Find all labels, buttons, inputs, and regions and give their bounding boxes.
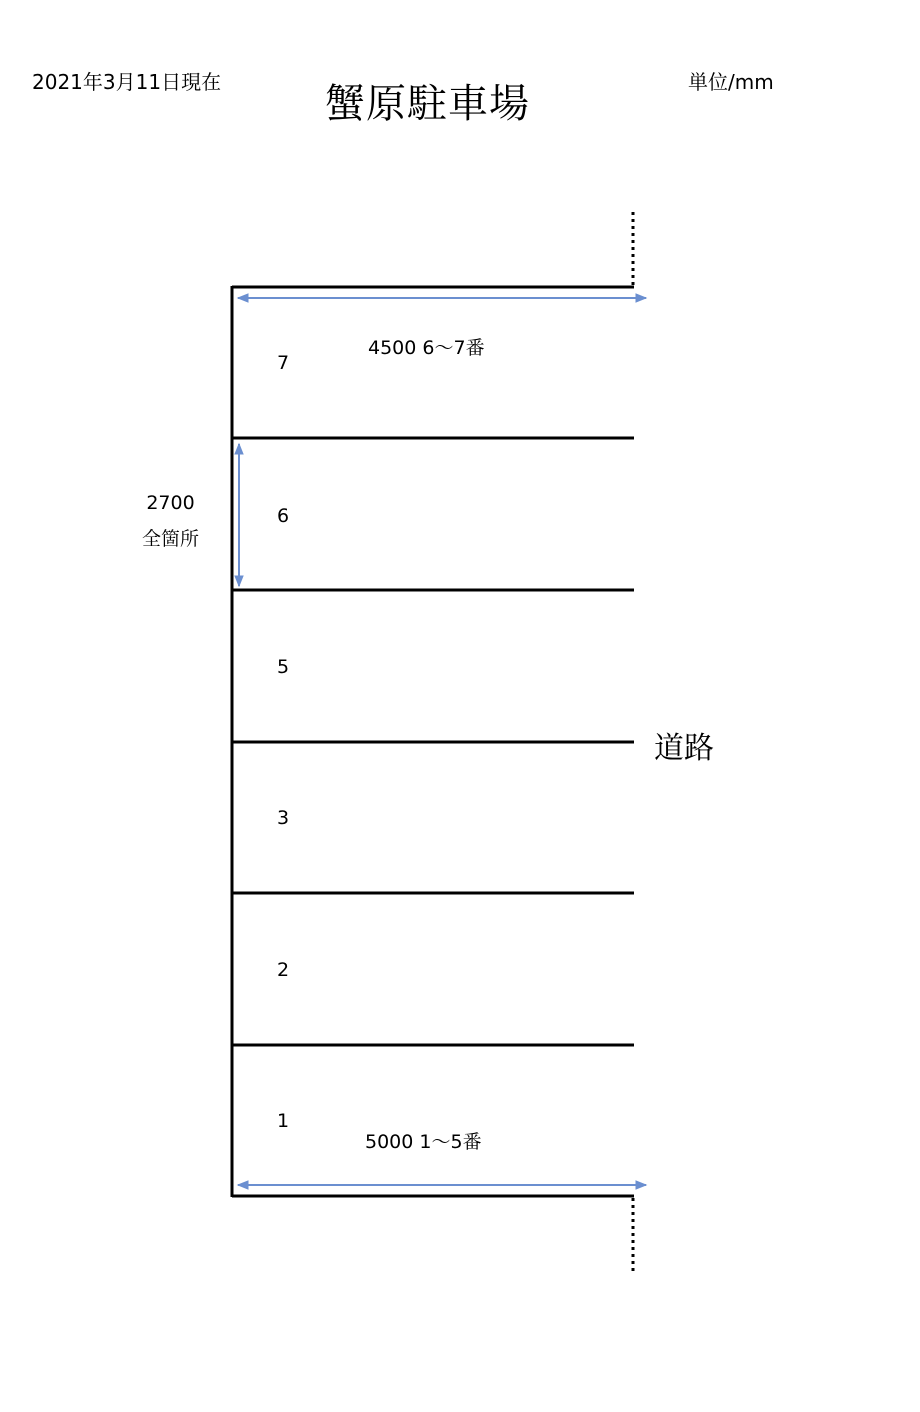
stall-number: 7	[276, 352, 290, 374]
stall-number: 1	[276, 1110, 290, 1132]
date-label: 2021年3月11日現在	[32, 70, 222, 94]
bottom-dimension-label: 5000 1〜5番	[365, 1131, 482, 1153]
side-dimension-note: 全箇所	[142, 528, 200, 550]
side-dimension-label	[142, 485, 199, 557]
stall-number: 2	[276, 959, 290, 981]
stall-number: 5	[276, 656, 290, 678]
side-dimension-arrow	[235, 444, 243, 586]
unit-label: 単位/mm	[688, 70, 774, 94]
page-title: 蟹原駐車場	[325, 81, 530, 127]
road-label: 道路	[654, 731, 714, 766]
top-dimension-arrow	[238, 294, 646, 302]
stall-number: 3	[276, 807, 290, 829]
stall-number: 6	[276, 505, 290, 527]
side-dimension-value: 2700	[146, 492, 195, 514]
bottom-dimension-arrow	[238, 1181, 646, 1189]
top-dimension-label: 4500 6〜7番	[368, 337, 485, 359]
